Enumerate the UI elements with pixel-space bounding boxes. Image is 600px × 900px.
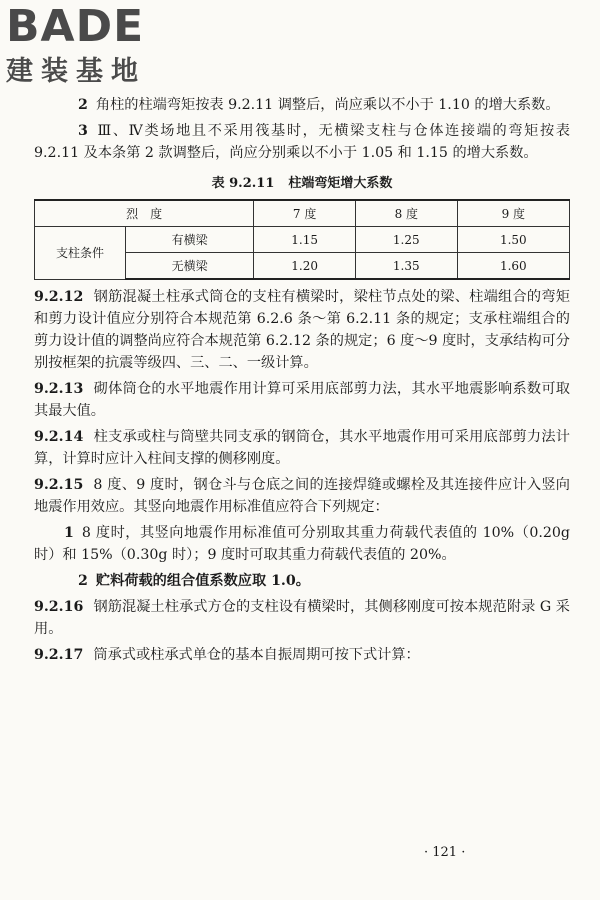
- table-col-header: 8 度: [355, 200, 457, 227]
- clause-9-2-16: [34, 596, 570, 640]
- table-col-header: 9 度: [457, 200, 569, 227]
- table-row-label: 有横梁: [125, 227, 253, 253]
- table-header-row: [35, 200, 570, 227]
- paragraph-text: 贮料荷载的组合值系数应取 1.0。: [95, 573, 310, 589]
- clause-number: 9.2.15: [34, 477, 84, 493]
- paragraph-item-2-bold: [34, 570, 570, 592]
- paragraph-item-2: [34, 94, 570, 116]
- logo-brand: BADE: [6, 1, 145, 52]
- paragraph-text: Ⅲ、Ⅳ类场地且不采用筏基时，无横梁支柱与仓体连接端的弯矩按表 9.2.11 及本条第 2 款调整后，尚应分别乘以不小于 1.05 和 1.15 的增大系数。: [34, 123, 570, 161]
- paragraph-item-3: [34, 120, 570, 164]
- paragraph-text: 角柱的柱端弯矩按表 9.2.11 调整后，尚应乘以不小于 1.10 的增大系数。: [95, 97, 560, 113]
- table-row: [35, 227, 570, 253]
- table-cell: 1.60: [457, 253, 569, 280]
- table-cell: 1.35: [355, 253, 457, 280]
- clause-number: 9.2.13: [34, 381, 84, 397]
- clause-text: 钢筋混凝土柱承式筒仓的支柱有横梁时，梁柱节点处的梁、柱端组合的弯矩和剪力设计值应分别符合本规范第 6.2.6 条～第 6.2.11 条的规定；支承柱端组合的剪力设计值的调整尚应符合本规范第 6.2.12 条的规定；6 度～9 度时，支承结构可分别按框架的抗震等级四、三、二、一级计算。: [34, 289, 570, 371]
- table-cell: 1.50: [457, 227, 569, 253]
- item-number: 2: [78, 97, 88, 113]
- table-header-intensity: 烈 度: [35, 200, 254, 227]
- table-cell: 1.15: [254, 227, 356, 253]
- clause-9-2-13: [34, 378, 570, 422]
- logo-subtitle: 建装基地: [6, 56, 146, 87]
- bade-logo: [6, 1, 176, 88]
- table-caption: [34, 172, 570, 191]
- table-cell: 1.20: [254, 253, 356, 280]
- clause-9-2-12: [34, 286, 570, 374]
- paragraph-text: 8 度时，其竖向地震作用标准值可分别取其重力荷载代表值的 10%（0.20g 时）和 15%（0.30g 时）；9 度时可取其重力荷载代表值的 20%。: [34, 525, 570, 563]
- clause-text: 砌体筒仓的水平地震作用计算可采用底部剪力法，其水平地震影响系数可取其最大值。: [34, 381, 570, 419]
- table-row-group-label: 支柱条件: [35, 227, 126, 280]
- clause-number: 9.2.16: [34, 599, 84, 615]
- page-body: [34, 94, 570, 670]
- item-number: 1: [64, 525, 74, 541]
- table-cell: 1.25: [355, 227, 457, 253]
- table-row-label: 无横梁: [125, 253, 253, 280]
- table-caption-number: 表 9.2.11: [211, 176, 275, 191]
- item-number: 2: [78, 573, 88, 589]
- clause-9-2-17: [34, 644, 570, 666]
- table-caption-title: 柱端弯矩增大系数: [288, 176, 393, 191]
- clause-9-2-15: [34, 474, 570, 518]
- clause-number: 9.2.14: [34, 429, 84, 445]
- clause-text: 钢筋混凝土柱承式方仓的支柱设有横梁时，其侧移刚度可按本规范附录 G 采用。: [34, 599, 570, 637]
- table-col-header: 7 度: [254, 200, 356, 227]
- moment-amplification-table: [34, 199, 570, 280]
- clause-text: 筒承式或柱承式单仓的基本自振周期可按下式计算：: [93, 647, 420, 663]
- clause-number: 9.2.17: [34, 647, 84, 663]
- clause-text: 柱支承或柱与筒壁共同支承的钢筒仓，其水平地震作用可采用底部剪力法计算，计算时应计入柱间支撑的侧移刚度。: [34, 429, 570, 467]
- clause-number: 9.2.12: [34, 289, 84, 305]
- clause-9-2-14: [34, 426, 570, 470]
- item-number: 3: [78, 123, 88, 139]
- page-number: · 121 ·: [424, 845, 466, 860]
- paragraph-item-1: [34, 522, 570, 566]
- clause-text: 8 度、9 度时，钢仓斗与仓底之间的连接焊缝或螺栓及其连接件应计入竖向地震作用效应。其竖向地震作用标准值应符合下列规定：: [34, 477, 570, 515]
